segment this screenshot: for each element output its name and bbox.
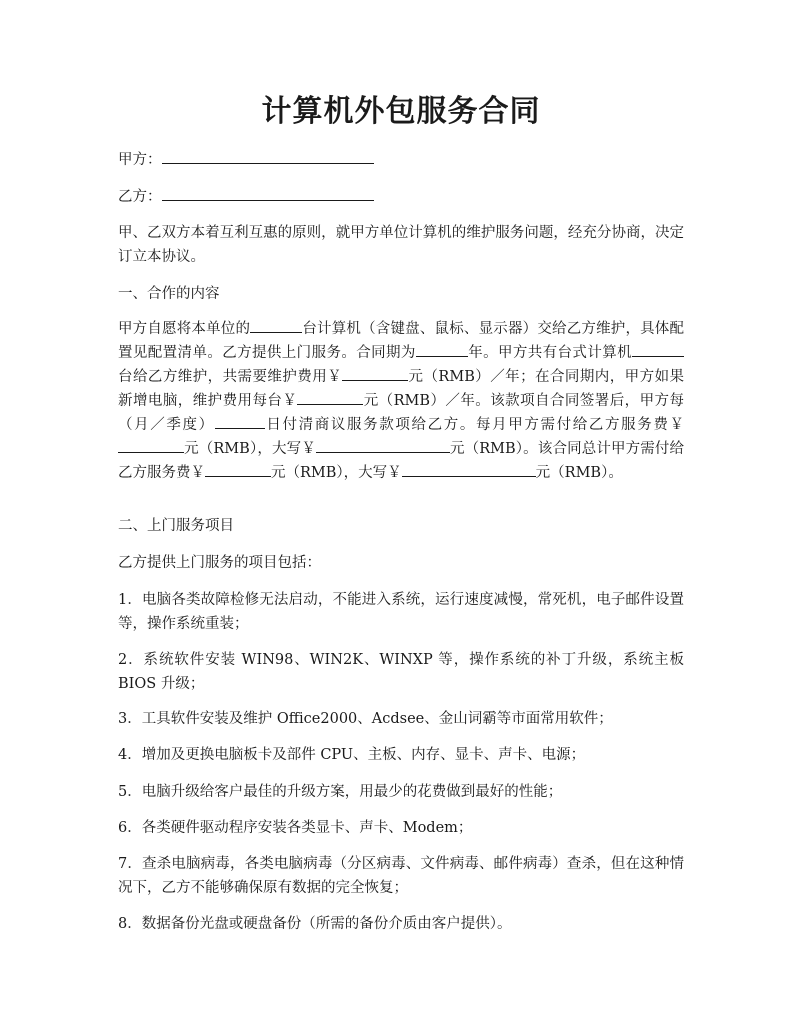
section1-text: 元（RMB），大写￥: [271, 465, 402, 481]
service-item: 2．系统软件安装 WIN98、WIN2K、WINXP 等，操作系统的补丁升级，系统主板 BIOS 升级；: [118, 652, 684, 692]
per-unit-fee-blank: [297, 389, 363, 405]
section1-text: 元（RMB）／年。该款项自合同签署后，甲方每（月／季度）: [118, 393, 684, 433]
party-a-label: 甲方：: [118, 152, 162, 168]
section1-heading: 一、合作的内容: [118, 286, 220, 302]
computer-count-blank: [250, 317, 302, 333]
party-a-line: [118, 148, 684, 172]
party-b-line: [118, 185, 684, 209]
section1-body: [118, 317, 684, 485]
desktop-count-blank: [632, 341, 684, 357]
total-fee-blank: [205, 461, 271, 477]
section1-text: 甲方自愿将本单位的: [118, 321, 251, 337]
contract-years-blank: [416, 341, 468, 357]
service-item: 6．各类硬件驱动程序安装各类显卡、声卡、Modem；: [118, 820, 473, 836]
section1-text: 日付清商议服务款项给乙方。每月甲方需付给乙方服务费￥: [264, 417, 684, 433]
service-item: 1．电脑各类故障检修无法启动，不能进入系统，运行速度减慢，常死机，电子邮件设置等，操作系统重装；: [118, 592, 684, 632]
section1-text: 年。甲方共有台式计算机: [467, 345, 632, 361]
section1-text: 台计算机（含键盘、鼠标、显示器）交给乙方维护，具体配置见配置清单。乙方提供上门服务。合同期为: [118, 321, 684, 361]
monthly-fee-blank: [118, 437, 184, 453]
section2-heading: 二、上门服务项目: [118, 518, 234, 534]
party-b-label: 乙方：: [118, 189, 162, 205]
service-item: 8．数据备份光盘或硬盘备份（所需的备份介质由客户提供）。: [118, 916, 512, 932]
section1-text: 元（RMB）。该合同总计甲方需付给乙方服务费￥: [118, 441, 685, 481]
section1-text: 元（RMB）。: [535, 465, 623, 481]
document-title: 计算机外包服务合同: [261, 94, 541, 129]
section1-text: 台给乙方维护，共需要维护费用￥: [118, 369, 343, 385]
monthly-fee-words-blank: [316, 437, 450, 453]
service-item: 3．工具软件安装及维护 Office2000、Acdsee、金山词霸等市面常用软件；: [118, 711, 613, 727]
annual-fee-blank: [342, 365, 408, 381]
service-item: 7．查杀电脑病毒，各类电脑病毒（分区病毒、文件病毒、邮件病毒）查杀，但在这种情况下，乙方不能够确保原有数据的完全恢复；: [118, 856, 684, 896]
party-a-blank: [162, 148, 374, 164]
section1-text: 元（RMB）／年；在合同期内，甲方如果新增电脑，维护费用每台￥: [118, 369, 685, 409]
service-item: 4．增加及更换电脑板卡及部件 CPU、主板、内存、显卡、声卡、电源；: [118, 747, 586, 763]
service-item: 5．电脑升级给客户最佳的升级方案，用最少的花费做到最好的性能；: [118, 784, 563, 800]
section1-text: 元（RMB），大写￥: [184, 441, 316, 457]
intro-paragraph: 甲、乙双方本着互利互惠的原则，就甲方单位计算机的维护服务问题，经充分协商，决定订立本协议。: [118, 225, 684, 265]
total-fee-words-blank: [402, 461, 536, 477]
section2-lead: 乙方提供上门服务的项目包括：: [118, 555, 321, 571]
payment-day-blank: [215, 413, 265, 429]
party-b-blank: [162, 185, 374, 201]
